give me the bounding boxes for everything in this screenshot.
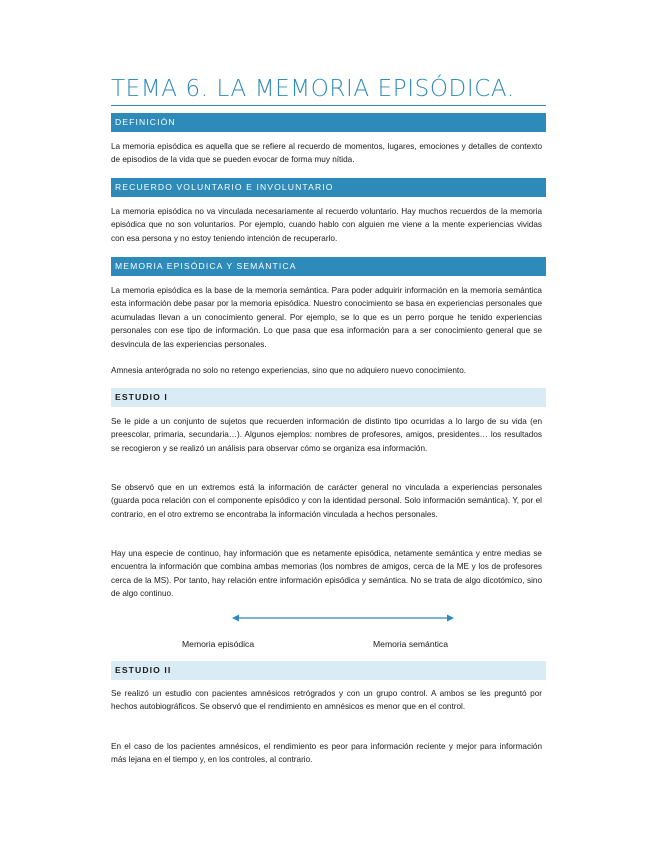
continuum-double-arrow	[232, 613, 454, 623]
paragraph-estudio-1-b: Se observó que en un extremos está la información de carácter general no vinculada a experiencias personales (guarda poca relación con el componente episódico y con la identidad personal. Solo información semántica). Y, por el contrario, en el otro extremo se encontraba la información vinculada a hechos personales.	[111, 483, 542, 519]
subsection-heading-estudio-1: ESTUDIO I	[111, 388, 546, 407]
paragraph-semantica-2: Amnesia anterógrada no solo no retengo experiencias, sino que no adquiero nuevo conocimiento.	[111, 366, 467, 375]
section-heading-definicion: DEFINICIÓN	[111, 113, 546, 132]
continuum-label-episodica: Memoria episódica	[182, 639, 255, 649]
paragraph-estudio-2-b: En el caso de los pacientes amnésicos, el rendimiento es peor para información reciente y mejor para información más lejana en el tiempo y, en los controles, al contrario.	[111, 742, 542, 765]
continuum-label-semantica: Memoria semántica	[373, 639, 448, 649]
paragraph-estudio-2-a: Se realizó un estudio con pacientes amnésicos retrógrados y con un grupo control. A ambos se les preguntó por hechos autobiográficos. Se observó que el rendimiento en amnésicos es menor que en el control.	[111, 689, 542, 712]
paragraph-definicion: La memoria episódica es aquella que se refiere al recuerdo de momentos, lugares, emociones y detalles de contexto de episodios de la vida que se pueden evocar de forma muy nítida.	[111, 142, 542, 165]
paragraph-estudio-1-a: Se le pide a un conjunto de sujetos que recuerden información de distinto tipo ocurridas a lo largo de su vida (en preescolar, primaria, secundaria…). Algunos ejemplos: nombres de profesores, amigos, presidentes… los resultados se recogieron y se realizó un análisis para observar cómo se organiza esa información.	[111, 417, 542, 453]
paragraph-recuerdo: La memoria episódica no va vinculada necesariamente al recuerdo voluntario. Hay muchos recuerdos de la memoria episódica que no son voluntarios. Por ejemplo, cuando hablo con alguien me viene a la mente experiencias vividas con esa persona y no estoy teniendo intención de recuperarlo.	[111, 207, 542, 243]
page-title: TEMA 6. LA MEMORIA EPISÓDICA.	[111, 76, 515, 102]
paragraph-estudio-1-c: Hay una especie de continuo, hay información que es netamente episódica, netamente semántica y entre medias se encuentra la información que combina ambas memorias (los nombres de amigos, cerca de la ME y los de profesores cerca de la MS). Por tanto, hay relación entre información episódica y semántica. No se trata de algo dicotómico, sino de algo continuo.	[111, 549, 542, 599]
paragraph-semantica-1: La memoria episódica es la base de la memoria semántica. Para poder adquirir información en la memoria semántica esta información debe pasar por la memoria episódica. Nuestro conocimiento se basa en experiencias personales que acumuladas llevan a un conocimiento general. Por ejemplo, se lo que es un perro porque he tenido experiencias personales con ese tipo de información. Lo que pasa que esa información para a ser conocimiento general que se desvincula de las experiencias personales.	[111, 286, 542, 349]
section-heading-semantica: MEMORIA EPISÓDICA Y SEMÁNTICA	[111, 257, 546, 276]
section-heading-recuerdo: RECUERDO VOLUNTARIO E INVOLUNTARIO	[111, 178, 546, 197]
title-underline	[111, 105, 546, 106]
subsection-heading-estudio-2: ESTUDIO II	[111, 661, 546, 680]
